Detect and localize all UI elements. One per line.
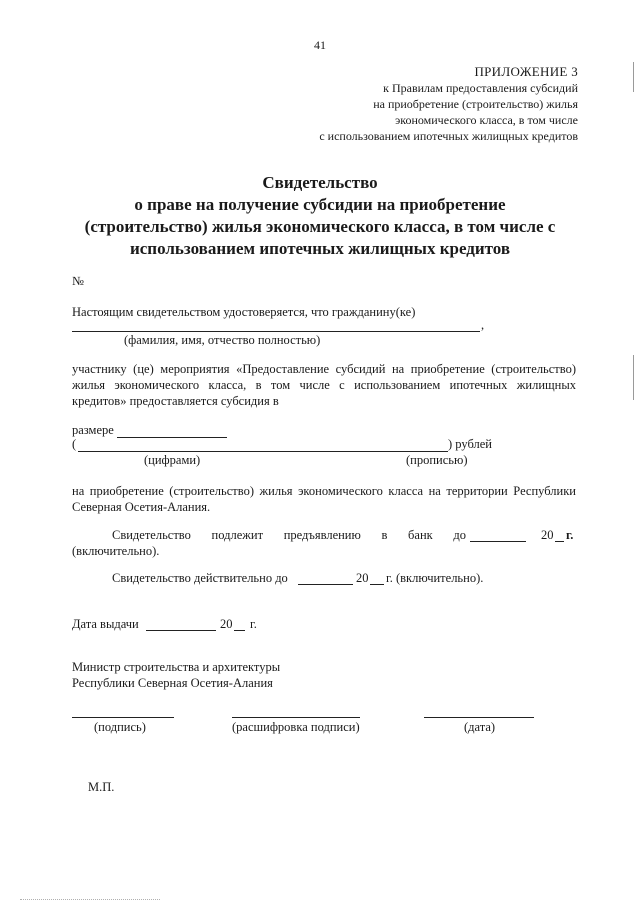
page-number: 41	[314, 38, 326, 52]
date-fill-line[interactable]	[424, 717, 534, 718]
participant-line: участнику (це) мероприятия «Предоставление субсидий на приобретение (строительство)	[72, 362, 576, 376]
appendix-line: экономического класса, в том числе	[395, 113, 578, 127]
stamp-place: М.П.	[88, 780, 115, 794]
scan-edge-mark	[633, 355, 634, 400]
issue-date-suffix: г.	[250, 617, 257, 631]
amount-fill-line[interactable]	[117, 437, 227, 438]
caption-digits: (цифрами)	[144, 453, 201, 467]
bank-year: 20	[541, 528, 554, 542]
validity-year-fill-line[interactable]	[370, 584, 384, 585]
minister-line: Министр строительства и архитектуры	[72, 660, 281, 674]
caption-words: (прописью)	[406, 453, 468, 467]
name-fill-line[interactable]	[72, 331, 480, 332]
participant-line: жилья экономического класса, в том числе с использованием ипотечных жилищных	[72, 378, 576, 392]
signature-caption: (подпись)	[94, 720, 146, 734]
bank-year-suffix: г.	[566, 528, 574, 542]
validity-year: 20	[356, 571, 369, 585]
date-caption: (дата)	[464, 720, 496, 734]
purpose-line: Северная Осетия-Алания.	[72, 500, 211, 514]
intro-text: Настоящим свидетельством удостоверяется, что гражданину(ке)	[72, 305, 416, 319]
issue-date-label: Дата выдачи	[72, 617, 139, 631]
validity-date-fill-line[interactable]	[298, 584, 353, 585]
document-title	[0, 172, 640, 260]
title-line: использованием ипотечных жилищных кредитов	[129, 239, 511, 258]
amount-close-text: ) рублей	[448, 437, 492, 451]
name-comma: ,	[481, 318, 485, 332]
title-line: о праве на получение субсидии на приобретение	[134, 195, 506, 214]
appendix-line: на приобретение (строительство) жилья	[373, 97, 578, 111]
signature-fill-line[interactable]	[72, 717, 174, 718]
validity-prefix: Свидетельство действительно до	[112, 571, 288, 585]
purpose-line: на приобретение (строительство) жилья экономического класса на территории Республики	[72, 484, 576, 498]
appendix-title: ПРИЛОЖЕНИЕ 3	[474, 64, 578, 79]
appendix-block	[248, 64, 578, 144]
appendix-line: к Правилам предоставления субсидий	[383, 81, 578, 95]
amount-open-paren: (	[72, 437, 77, 451]
scan-bottom-mark	[20, 899, 160, 900]
appendix-line: с использованием ипотечных жилищных кредитов	[319, 129, 578, 143]
bank-date-fill-line[interactable]	[470, 541, 526, 542]
issue-year: 20	[220, 617, 233, 631]
minister-line: Республики Северная Осетия-Алания	[72, 676, 273, 690]
amount-words-fill-line[interactable]	[78, 451, 448, 452]
bank-year-fill-line[interactable]	[555, 541, 564, 542]
bank-line: Свидетельство подлежит предъявлению в банк до	[112, 528, 466, 542]
name-caption: (фамилия, имя, отчество полностью)	[124, 333, 321, 347]
title-line: (строительство) жилья экономического класса, в том числе с	[84, 217, 556, 236]
title-line: Свидетельство	[262, 173, 378, 192]
decoding-caption: (расшифровка подписи)	[232, 720, 360, 734]
validity-suffix: г. (включительно).	[386, 571, 484, 585]
number-label: №	[72, 274, 84, 288]
decoding-fill-line[interactable]	[232, 717, 360, 718]
bank-line-2: (включительно).	[72, 544, 160, 558]
participant-line: кредитов» предоставляется субсидия в	[72, 394, 279, 408]
issue-year-fill-line[interactable]	[234, 630, 245, 631]
issue-date-fill-line[interactable]	[146, 630, 216, 631]
scan-edge-mark	[633, 62, 634, 92]
amount-label: размере	[72, 423, 114, 437]
